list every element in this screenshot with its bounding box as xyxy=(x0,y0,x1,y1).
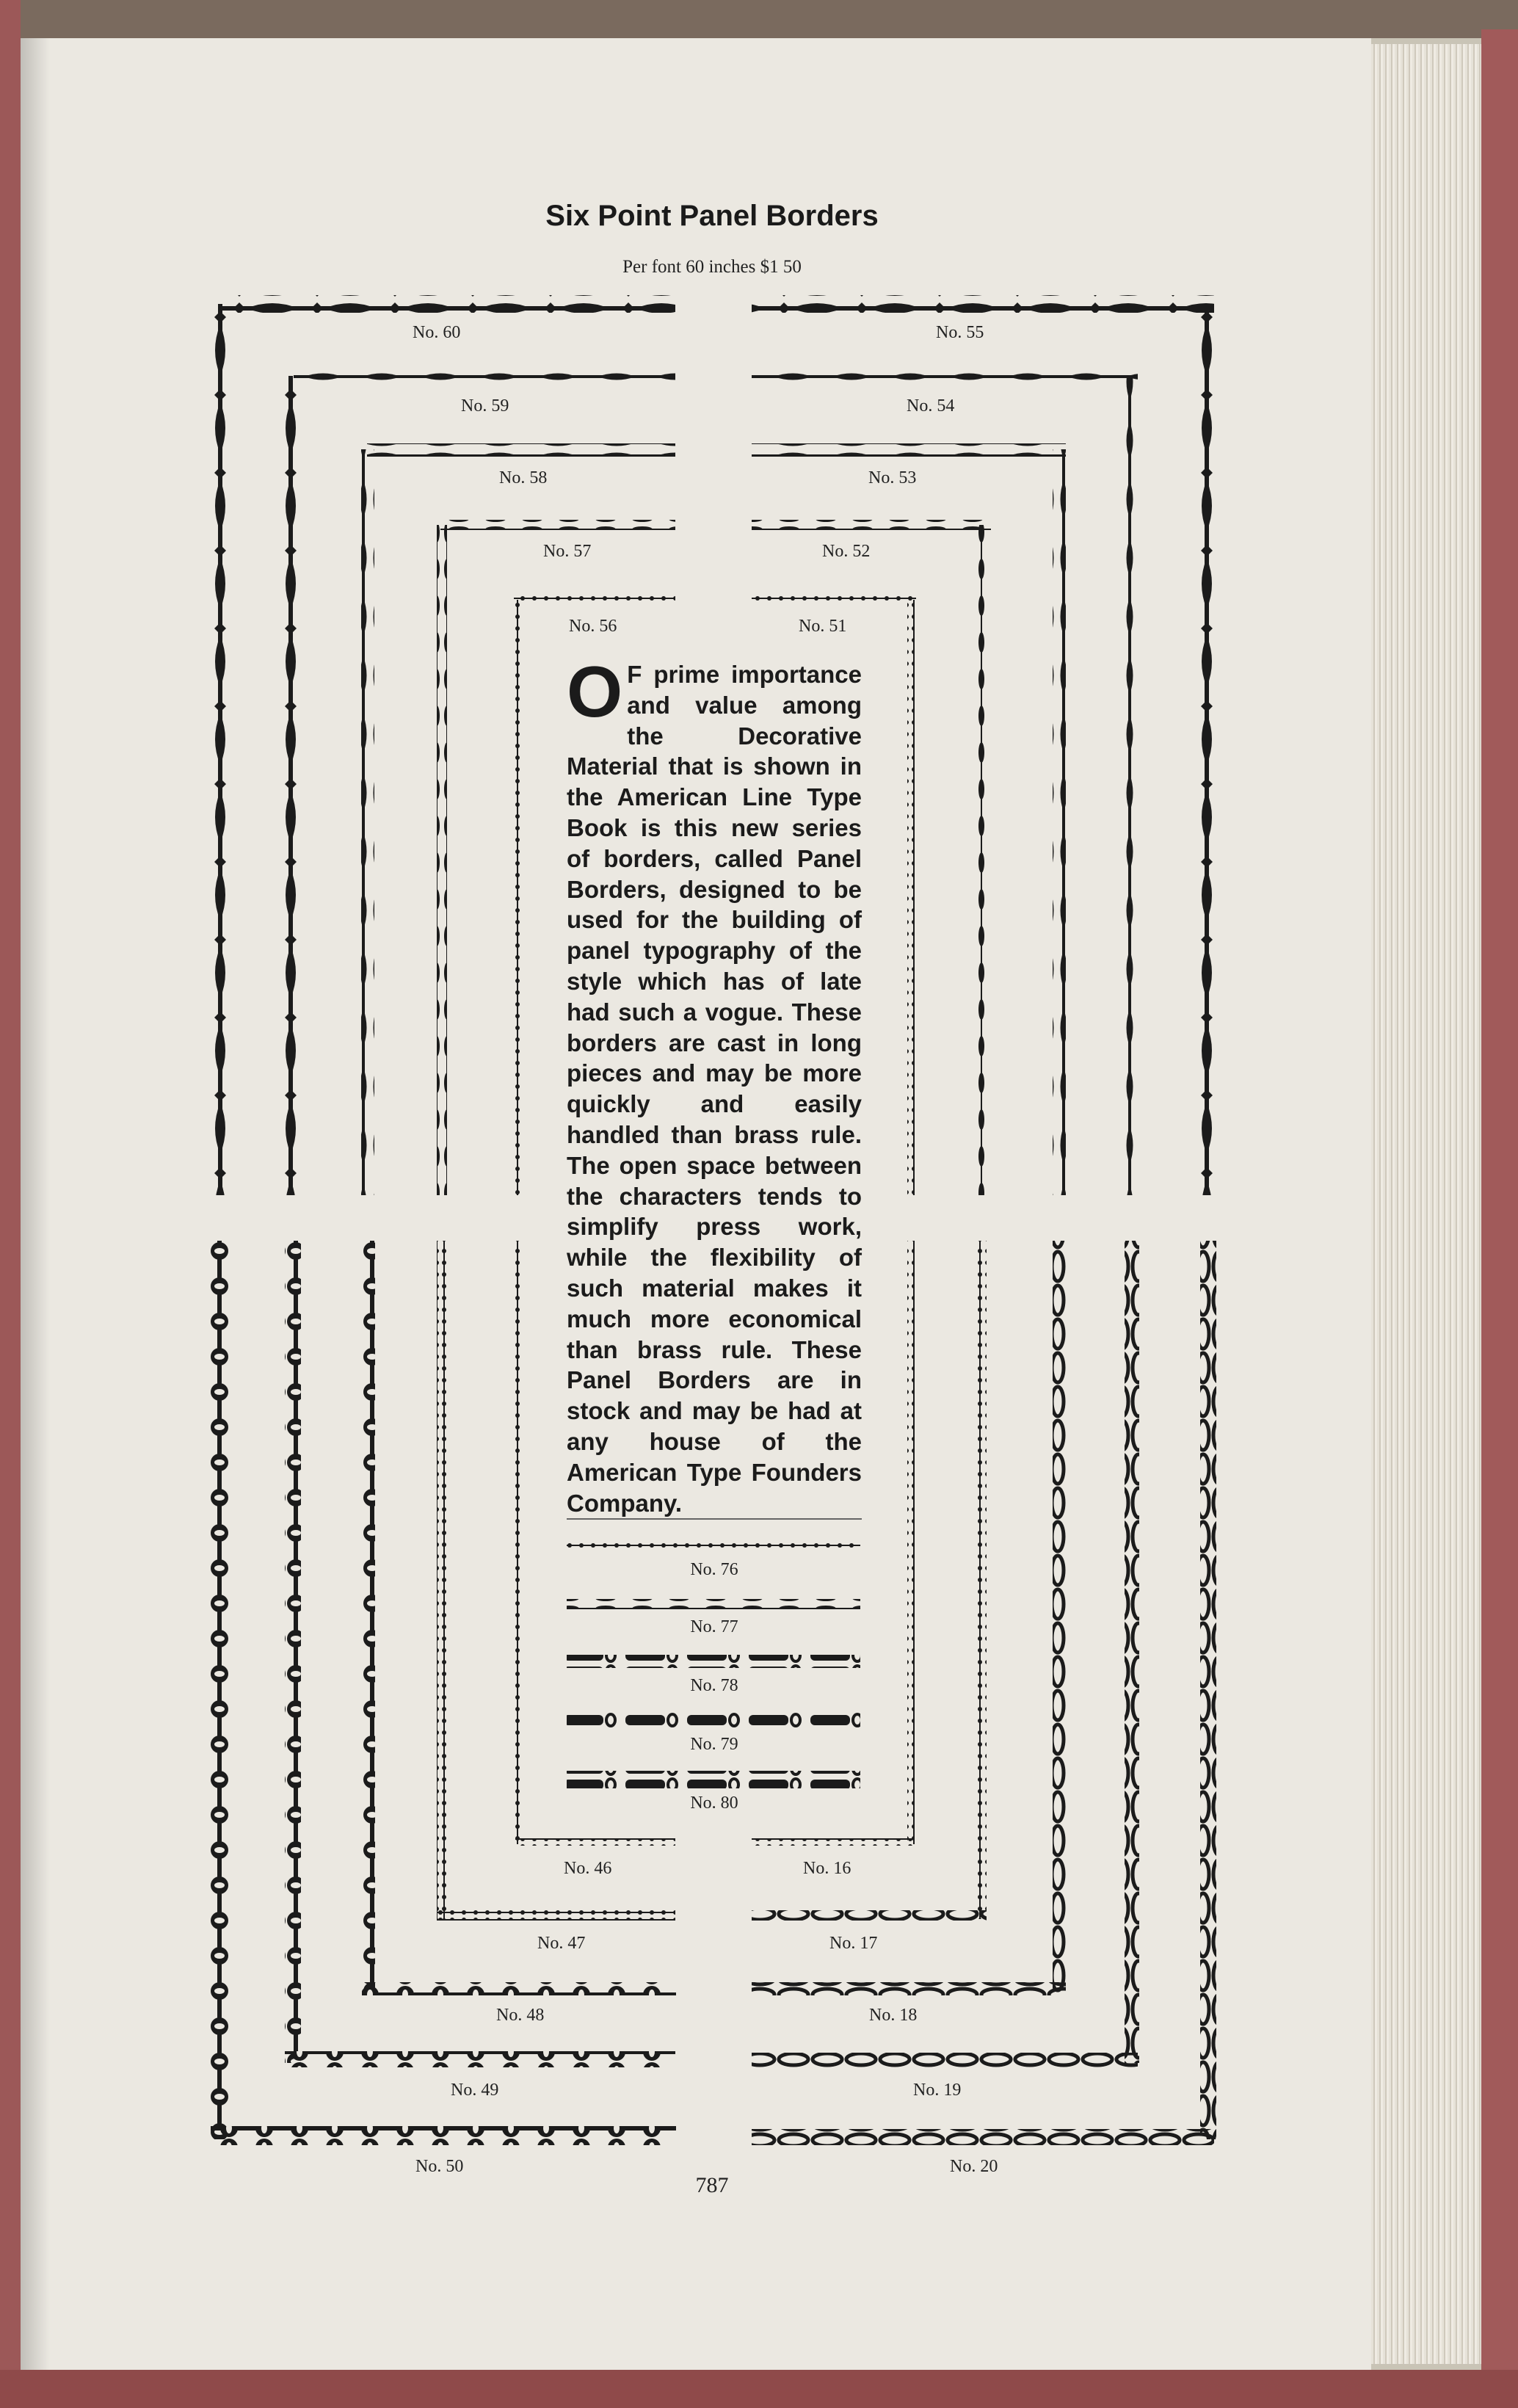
border-label: No. 16 xyxy=(803,1859,851,1878)
border-label: No. 46 xyxy=(564,1859,612,1878)
border-label: No. 53 xyxy=(868,468,917,487)
price-line: Per font 60 inches $1 50 xyxy=(622,257,802,277)
border-label: No. 56 xyxy=(569,617,617,636)
border-label: No. 17 xyxy=(829,1934,878,1953)
border-label: No. 48 xyxy=(496,2006,545,2025)
sample-label: No. 80 xyxy=(690,1794,738,1813)
sample-label: No. 79 xyxy=(690,1735,738,1754)
border-label: No. 57 xyxy=(543,542,592,561)
body-paragraph xyxy=(567,651,862,1518)
border-label: No. 49 xyxy=(451,2081,499,2100)
border-label: No. 50 xyxy=(415,2157,464,2176)
border-label: No. 58 xyxy=(499,468,548,487)
border-label: No. 54 xyxy=(907,396,955,416)
page-number: 787 xyxy=(695,2173,729,2197)
border-label: No. 51 xyxy=(799,617,847,636)
drop-cap: O xyxy=(567,651,623,732)
border-label: No. 52 xyxy=(822,542,871,561)
border-label: No. 59 xyxy=(461,396,509,416)
sample-label: No. 76 xyxy=(690,1560,738,1579)
border-label: No. 55 xyxy=(936,323,984,342)
page-title: Six Point Panel Borders xyxy=(545,200,879,232)
sample-label: No. 77 xyxy=(690,1617,738,1636)
separator-rule xyxy=(567,1518,862,1520)
body-paragraph-text: F prime importance and value among the Decorative Material that is shown in the American Line Type Book is this new series of borders, called Panel Borders, designed to be used for the building of panel typography of the style which has of late had such a vogue. These borders are cast in long pieces and may be more quickly and easily handled than brass rule. The open space between the characters tends to simplify press work, while the flexibility of such material makes it much more economical than brass rule. These Panel Borders are in stock and may be had at any house of the American Type Founders Company. xyxy=(567,661,862,1517)
border-label: No. 19 xyxy=(913,2081,962,2100)
sample-label: No. 78 xyxy=(690,1676,738,1695)
border-label: No. 60 xyxy=(413,323,461,342)
border-label: No. 20 xyxy=(950,2157,998,2176)
border-label: No. 47 xyxy=(537,1934,586,1953)
border-label: No. 18 xyxy=(869,2006,918,2025)
